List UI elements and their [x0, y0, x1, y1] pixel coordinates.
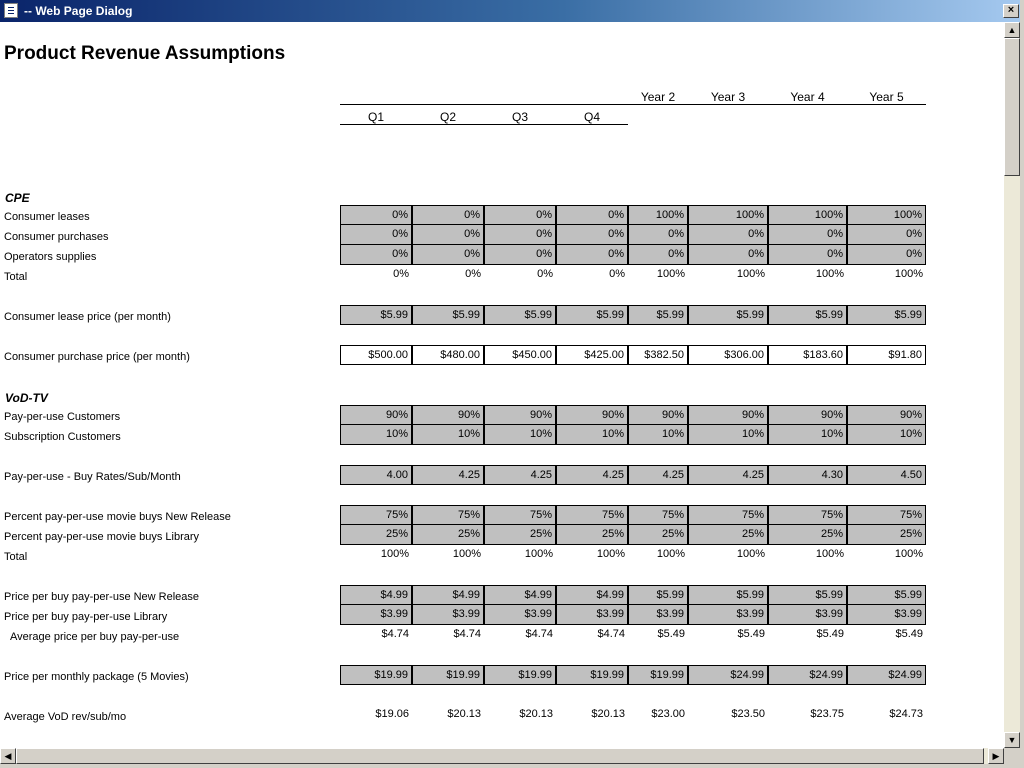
input-cell[interactable]: $19.99	[340, 665, 412, 685]
value-cell: 100%	[736, 548, 765, 560]
row-label-cpe-total: Total	[4, 271, 28, 283]
year-header: Year 2	[640, 90, 676, 104]
vertical-scroll-thumb[interactable]	[1004, 38, 1020, 176]
input-cell[interactable]: 0%	[688, 225, 768, 245]
close-button[interactable]: ×	[1003, 4, 1019, 18]
value-cell: 0%	[609, 268, 625, 280]
input-cell[interactable]: 0%	[412, 225, 484, 245]
input-cell[interactable]: $24.99	[688, 665, 768, 685]
input-cell[interactable]: $5.99	[688, 305, 768, 325]
input-cell[interactable]: 90%	[768, 405, 847, 425]
vertical-scrollbar[interactable]	[1004, 22, 1020, 748]
window-frame	[0, 764, 1024, 768]
value-cell: 100%	[815, 548, 844, 560]
value-cell: $20.13	[519, 708, 553, 720]
input-cell[interactable]: 25%	[688, 525, 768, 545]
input-cell[interactable]: 90%	[556, 405, 628, 425]
scroll-right-button[interactable]: ▶	[988, 748, 1004, 764]
input-cell[interactable]: $5.99	[556, 305, 628, 325]
input-cell[interactable]: 0%	[768, 245, 847, 265]
input-cell[interactable]: 0%	[628, 245, 688, 265]
value-cell: $5.49	[737, 628, 765, 640]
table-row	[340, 425, 926, 445]
input-cell[interactable]: 0%	[412, 245, 484, 265]
row-label-consumer-leases: Consumer leases	[4, 211, 90, 223]
table-row	[340, 465, 926, 485]
input-cell[interactable]: 0%	[556, 245, 628, 265]
input-cell[interactable]: $19.99	[556, 665, 628, 685]
input-cell[interactable]: 90%	[484, 405, 556, 425]
input-cell[interactable]: 75%	[484, 505, 556, 525]
input-cell[interactable]: $5.99	[847, 305, 926, 325]
quarter-header: Q2	[439, 110, 456, 124]
title-bar	[0, 0, 1024, 22]
value-cell: 100%	[656, 268, 685, 280]
input-cell[interactable]: 10%	[628, 425, 688, 445]
row-label-consumer-lease-price: Consumer lease price (per month)	[4, 311, 171, 323]
input-cell[interactable]: $3.99	[847, 605, 926, 625]
input-cell[interactable]: $3.99	[556, 605, 628, 625]
input-cell[interactable]: $5.99	[768, 585, 847, 605]
value-cell: $4.74	[453, 628, 481, 640]
row-label-buy-rates: Pay-per-use - Buy Rates/Sub/Month	[4, 471, 181, 483]
value-cell: $4.74	[525, 628, 553, 640]
input-cell[interactable]: $3.99	[768, 605, 847, 625]
table-row	[340, 705, 926, 725]
value-cell: 100%	[524, 548, 553, 560]
input-cell[interactable]: 4.00	[340, 465, 412, 485]
row-label-consumer-purchase-price: Consumer purchase price (per month)	[4, 351, 190, 363]
input-cell[interactable]: 100%	[688, 205, 768, 225]
quarter-header: Q3	[511, 110, 528, 124]
input-cell[interactable]: $425.00	[556, 345, 628, 365]
input-cell[interactable]: 0%	[768, 225, 847, 245]
table-row	[340, 345, 926, 365]
row-label-monthly-package-price: Price per monthly package (5 Movies)	[4, 671, 189, 683]
table-row	[340, 585, 926, 605]
input-cell[interactable]: 90%	[688, 405, 768, 425]
scrollbar-corner	[1004, 748, 1020, 764]
input-cell[interactable]: $19.99	[412, 665, 484, 685]
input-cell[interactable]: 0%	[484, 205, 556, 225]
input-cell[interactable]: 0%	[688, 245, 768, 265]
input-cell[interactable]: 100%	[628, 205, 688, 225]
input-cell[interactable]: $382.50	[628, 345, 688, 365]
row-label-new-release-percent: Percent pay-per-use movie buys New Release	[4, 511, 231, 523]
input-cell[interactable]: $5.99	[484, 305, 556, 325]
table-row	[340, 665, 926, 685]
input-cell[interactable]: $4.99	[484, 585, 556, 605]
input-cell[interactable]: 0%	[628, 225, 688, 245]
row-label-vod-total: Total	[4, 551, 28, 563]
input-cell[interactable]: 4.30	[768, 465, 847, 485]
row-label-new-release-price: Price per buy pay-per-use New Release	[4, 591, 200, 603]
input-cell[interactable]: $3.99	[688, 605, 768, 625]
row-label-consumer-purchases: Consumer purchases	[4, 231, 109, 243]
section-title-vod: VoD-TV	[5, 391, 48, 405]
value-cell: 100%	[380, 548, 409, 560]
value-cell: $23.50	[731, 708, 765, 720]
input-cell[interactable]: 10%	[412, 425, 484, 445]
value-cell: $20.13	[591, 708, 625, 720]
input-cell[interactable]: 4.25	[628, 465, 688, 485]
input-cell[interactable]: $19.99	[628, 665, 688, 685]
year-header: Year 5	[869, 90, 904, 104]
input-cell[interactable]: 100%	[847, 205, 926, 225]
input-cell[interactable]: 4.25	[688, 465, 768, 485]
input-cell[interactable]: 0%	[847, 245, 926, 265]
row-label-library-price: Price per buy pay-per-use Library	[4, 611, 168, 623]
row-label-pay-per-use-customers: Pay-per-use Customers	[4, 411, 121, 423]
input-cell[interactable]: $24.99	[847, 665, 926, 685]
quarter-header: Q1	[367, 110, 384, 124]
table-row	[340, 525, 926, 545]
input-cell[interactable]: 25%	[412, 525, 484, 545]
value-cell: $4.74	[597, 628, 625, 640]
input-cell[interactable]: $4.99	[412, 585, 484, 605]
input-cell[interactable]: 25%	[340, 525, 412, 545]
input-cell[interactable]: 10%	[556, 425, 628, 445]
scroll-down-button[interactable]: ▼	[1004, 732, 1020, 748]
input-cell[interactable]: 90%	[340, 405, 412, 425]
input-cell[interactable]: $183.60	[768, 345, 847, 365]
value-cell: 100%	[452, 548, 481, 560]
input-cell[interactable]: $450.00	[484, 345, 556, 365]
input-cell[interactable]: 75%	[412, 505, 484, 525]
page-dialog-icon	[4, 3, 18, 18]
value-cell: 100%	[894, 548, 923, 560]
input-cell[interactable]: 0%	[847, 225, 926, 245]
value-cell: $19.06	[375, 708, 409, 720]
input-cell[interactable]: $306.00	[688, 345, 768, 365]
table-row	[340, 245, 926, 265]
page-title: Product Revenue Assumptions	[4, 43, 286, 64]
input-cell[interactable]: 25%	[484, 525, 556, 545]
row-label-operators-supplies: Operators supplies	[4, 251, 97, 263]
input-cell[interactable]: 75%	[768, 505, 847, 525]
input-cell[interactable]: 0%	[340, 205, 412, 225]
table-row	[340, 505, 926, 525]
input-cell[interactable]: $3.99	[340, 605, 412, 625]
input-cell[interactable]: 0%	[484, 225, 556, 245]
input-cell[interactable]: 100%	[768, 205, 847, 225]
window-frame	[1020, 0, 1024, 768]
value-cell: 0%	[393, 268, 409, 280]
input-cell[interactable]: 10%	[484, 425, 556, 445]
input-cell[interactable]: $5.99	[628, 585, 688, 605]
horizontal-scrollbar[interactable]	[0, 748, 1004, 764]
input-cell[interactable]: $5.99	[412, 305, 484, 325]
table-row	[340, 225, 926, 245]
row-label-average-price-per-buy: Average price per buy pay-per-use	[10, 631, 180, 643]
table-row	[340, 265, 926, 285]
input-cell[interactable]: $4.99	[556, 585, 628, 605]
table-row	[340, 205, 926, 225]
horizontal-scroll-thumb[interactable]	[16, 748, 984, 764]
table-row	[340, 545, 926, 565]
row-label-average-vod-rev: Average VoD rev/sub/mo	[4, 711, 127, 723]
quarter-header-top-rule	[340, 104, 628, 105]
value-cell: $23.75	[810, 708, 844, 720]
table-row	[340, 405, 926, 425]
year-header: Year 4	[790, 90, 825, 104]
input-cell[interactable]: $24.99	[768, 665, 847, 685]
year-header: Year 3	[710, 90, 746, 104]
input-cell[interactable]: $5.99	[847, 585, 926, 605]
input-cell[interactable]: 25%	[847, 525, 926, 545]
input-cell[interactable]: 25%	[556, 525, 628, 545]
value-cell: 100%	[815, 268, 844, 280]
value-cell: 100%	[596, 548, 625, 560]
input-cell[interactable]: 90%	[412, 405, 484, 425]
input-cell[interactable]: 0%	[484, 245, 556, 265]
input-cell[interactable]: 0%	[556, 225, 628, 245]
value-cell: $23.00	[651, 708, 685, 720]
input-cell[interactable]: 75%	[628, 505, 688, 525]
value-cell: $24.73	[889, 708, 923, 720]
input-cell[interactable]: $500.00	[340, 345, 412, 365]
input-cell[interactable]: 25%	[768, 525, 847, 545]
value-cell: 100%	[894, 268, 923, 280]
input-cell[interactable]: 10%	[768, 425, 847, 445]
input-cell[interactable]: 10%	[847, 425, 926, 445]
input-cell[interactable]: 4.50	[847, 465, 926, 485]
dialog-content	[0, 22, 1004, 748]
input-cell[interactable]: 0%	[412, 205, 484, 225]
table-row	[340, 605, 926, 625]
input-cell[interactable]: 75%	[556, 505, 628, 525]
input-cell[interactable]: $91.80	[847, 345, 926, 365]
input-cell[interactable]: $5.99	[628, 305, 688, 325]
input-cell[interactable]: 0%	[340, 245, 412, 265]
scroll-left-button[interactable]: ◀	[0, 748, 16, 764]
input-cell[interactable]: $3.99	[628, 605, 688, 625]
input-cell[interactable]: 0%	[340, 225, 412, 245]
input-cell[interactable]: $19.99	[484, 665, 556, 685]
input-cell[interactable]: $480.00	[412, 345, 484, 365]
input-cell[interactable]: 4.25	[484, 465, 556, 485]
quarter-header: Q4	[583, 110, 600, 124]
table-row	[340, 625, 926, 645]
input-cell[interactable]: $4.99	[340, 585, 412, 605]
input-cell[interactable]: 0%	[556, 205, 628, 225]
input-cell[interactable]: 10%	[688, 425, 768, 445]
value-cell: 0%	[465, 268, 481, 280]
window-title: -- Web Page Dialog	[24, 4, 133, 18]
value-cell: 0%	[537, 268, 553, 280]
quarter-header-rule	[340, 124, 628, 125]
year-header-rule	[628, 104, 926, 105]
input-cell[interactable]: $5.99	[688, 585, 768, 605]
input-cell[interactable]: 75%	[847, 505, 926, 525]
input-cell[interactable]: $3.99	[412, 605, 484, 625]
input-cell[interactable]: 25%	[628, 525, 688, 545]
section-title-cpe: CPE	[5, 191, 30, 205]
row-label-library-percent: Percent pay-per-use movie buys Library	[4, 531, 200, 543]
input-cell[interactable]: $5.99	[768, 305, 847, 325]
input-cell[interactable]: 90%	[847, 405, 926, 425]
value-cell: $5.49	[657, 628, 685, 640]
value-cell: $5.49	[895, 628, 923, 640]
input-cell[interactable]: 10%	[340, 425, 412, 445]
input-cell[interactable]: 75%	[340, 505, 412, 525]
input-cell[interactable]: 4.25	[556, 465, 628, 485]
value-cell: $20.13	[447, 708, 481, 720]
value-cell: $4.74	[381, 628, 409, 640]
input-cell[interactable]: $5.99	[340, 305, 412, 325]
input-cell[interactable]: 90%	[628, 405, 688, 425]
table-row	[340, 305, 926, 325]
value-cell: 100%	[656, 548, 685, 560]
row-label-subscription-customers: Subscription Customers	[4, 431, 121, 443]
input-cell[interactable]: $3.99	[484, 605, 556, 625]
scroll-up-button[interactable]: ▲	[1004, 22, 1020, 38]
input-cell[interactable]: 4.25	[412, 465, 484, 485]
input-cell[interactable]: 75%	[688, 505, 768, 525]
value-cell: 100%	[736, 268, 765, 280]
value-cell: $5.49	[816, 628, 844, 640]
